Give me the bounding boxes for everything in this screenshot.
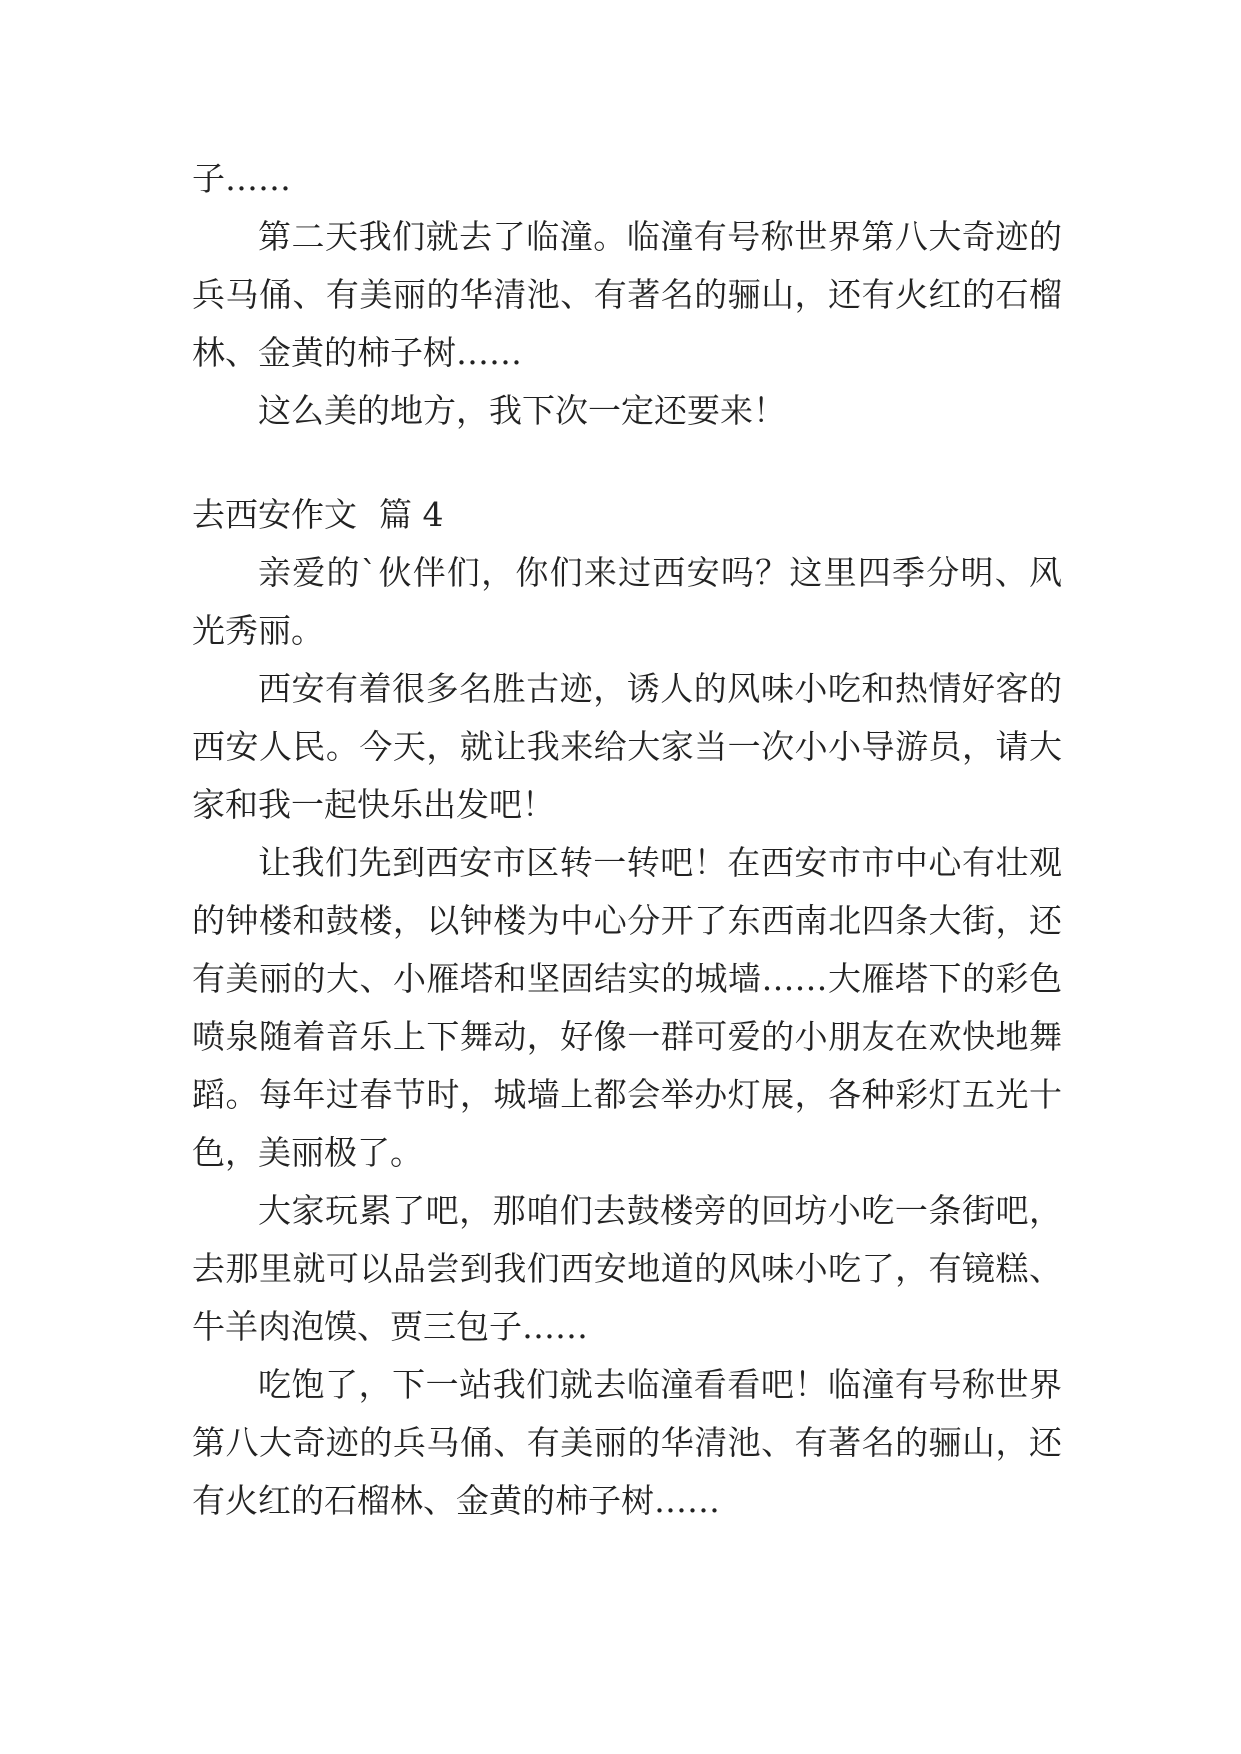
paragraph-city-tour: 让我们先到西安市区转一转吧！在西安市市中心有壮观的钟楼和鼓楼，以钟楼为中心分开了东西南北四条大街，还有美丽的大、小雁塔和坚固结实的城墙……大雁塔下的彩色喷泉随着音乐上下舞动，好像一群可爱的小朋友在欢快地舞蹈。每年过春节时，城墙上都会举办灯展，各种彩灯五光十色，美丽极了。 bbox=[192, 843, 1062, 1172]
paragraph-come-again: 这么美的地方，我下次一定还要来！ bbox=[258, 391, 786, 430]
paragraph-continuation: 子…… bbox=[192, 159, 291, 198]
section-title: 去西安作文 bbox=[192, 495, 357, 534]
paragraph-lintong: 吃饱了，下一站我们就去临潼看看吧！临潼有号称世界第八大奇迹的兵马俑、有美丽的华清池、有著名的骊山，还有火红的石榴林、金黄的柿子树…… bbox=[192, 1365, 1062, 1520]
paragraph-lintong-visit: 第二天我们就去了临潼。临潼有号称世界第八大奇迹的兵马俑、有美丽的华清池、有著名的骊山，还有火红的石榴林、金黄的柿子树…… bbox=[192, 217, 1062, 372]
paragraph-snack-street: 大家玩累了吧，那咱们去鼓楼旁的回坊小吃一条街吧，去那里就可以品尝到我们西安地道的风味小吃了，有镜糕、牛羊肉泡馍、贾三包子…… bbox=[192, 1191, 1062, 1346]
document-body bbox=[192, 150, 1062, 1530]
section-heading bbox=[192, 486, 1062, 544]
section-number: 篇 4 bbox=[379, 495, 444, 534]
paragraph-intro: 亲爱的`伙伴们，你们来过西安吗？这里四季分明、风光秀丽。 bbox=[192, 553, 1062, 650]
paragraph-xian-overview: 西安有着很多名胜古迹，诱人的风味小吃和热情好客的西安人民。今天，就让我来给大家当一次小小导游员，请大家和我一起快乐出发吧！ bbox=[192, 669, 1062, 824]
